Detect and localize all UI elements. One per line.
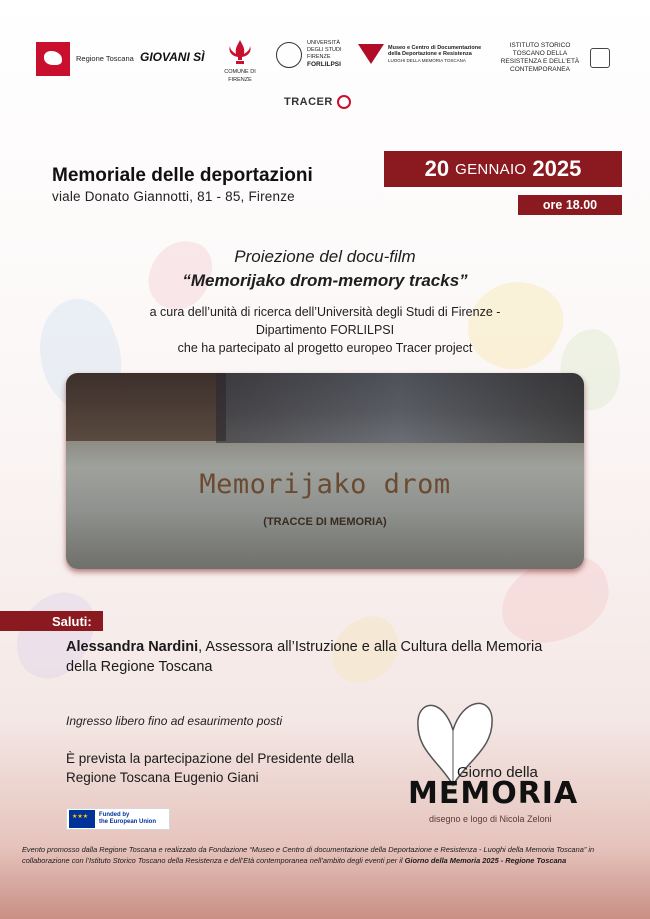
pegaso-icon	[36, 42, 70, 76]
saluti-role: , Assessora all’Istruzione e alla Cultura della Memoria della Regione Toscana	[66, 639, 543, 675]
istoreto-label: ISTITUTO STORICO TOSCANO DELLA RESISTENZA E DELL'ETÀ CONTEMPORANEA	[500, 42, 580, 73]
unifi-label: UNIVERSITÀ DEGLI STUDI FIRENZE	[307, 40, 342, 60]
giovanisi-label: GIOVANI SÌ	[140, 50, 205, 64]
venue-address: viale Donato Giannotti, 81 - 85, Firenze	[52, 189, 295, 204]
regione-toscana-label: Regione Toscana	[76, 54, 134, 63]
saluti-banner: Saluti:	[0, 611, 103, 631]
film-still-image	[66, 373, 584, 569]
memoria-label: MEMORIA	[408, 776, 579, 811]
comune-firenze-logo	[218, 38, 262, 84]
saluti-name: Alessandra Nardini	[66, 639, 199, 655]
time-badge: ore 18.00	[518, 195, 622, 215]
cura-line-2: Dipartimento FORLILPSI	[255, 323, 395, 337]
museo-sub-label: LUOGHI DELLA MEMORIA TOSCANA	[388, 57, 466, 63]
film-crowd	[216, 373, 584, 443]
projection-heading: Proiezione del docu-film	[234, 247, 416, 266]
eu-funding-badge	[66, 808, 170, 830]
regione-toscana-logo	[36, 42, 134, 76]
presidente-note: È prevista la partecipazione del Presidente della Regione Toscana Eugenio Giani	[66, 751, 355, 785]
istoreto-logo	[494, 42, 610, 74]
date-banner	[384, 151, 622, 187]
tracer-logo	[284, 95, 351, 109]
giglio-icon	[227, 38, 253, 68]
date-month: GENNAIO	[455, 160, 527, 178]
date-day: 20	[424, 156, 450, 181]
cura-line-1: a cura dell’unità di ricerca dell’Università degli Studi di Firenze -	[149, 305, 501, 319]
film-still-subtitle: (TRACCE DI MEMORIA)	[263, 516, 387, 528]
tracer-wheel-icon	[337, 95, 351, 109]
cura-line-3: che ha partecipato al progetto europeo Tracer project	[177, 341, 473, 355]
venue-title: Memoriale delle deportazioni	[52, 165, 313, 186]
giorno-della-label: Giorno della	[457, 764, 538, 781]
unifi-seal-icon	[276, 42, 302, 68]
tracer-label: TRACER	[284, 96, 333, 108]
film-building	[66, 373, 226, 441]
footer-part-1: Evento promosso dalla Regione Toscana e realizzato da Fondazione “Museo e Centro di documentazione della Deportazione e Resistenza - Luoghi della Memoria Toscana” in collaborazione con l’Istituto Storico Toscano della Resistenza e dell’Età contemporanea nell’ambito degli eventi per il	[22, 845, 595, 865]
date-year: 2025	[532, 156, 582, 181]
eu-line-2: the European Union	[99, 819, 156, 825]
ingresso-note: Ingresso libero fino ad esaurimento posti	[66, 714, 283, 728]
comune-label: COMUNE DI FIRENZE	[224, 69, 256, 83]
istoreto-icon	[590, 48, 610, 68]
film-title-heading: “Memorijako drom-memory tracks”	[182, 271, 468, 290]
film-still-title: Memorijako drom	[199, 469, 451, 500]
museo-logo	[358, 44, 488, 64]
eu-line-1: Funded by	[99, 812, 130, 818]
footer-part-2: Giorno della Memoria 2025 - Regione Toscana	[404, 856, 567, 865]
giovanisi-logo	[140, 50, 204, 64]
unifi-logo	[276, 40, 353, 69]
footer-credits	[22, 844, 632, 866]
museo-label: Museo e Centro di Documentazione della Deportazione e Resistenza	[388, 44, 482, 57]
logo-credit: disegno e logo di Nicola Zeloni	[429, 814, 552, 824]
eu-flag-icon	[69, 810, 95, 828]
unifi-dept-label: FORLILPSI	[307, 61, 341, 68]
triangle-icon	[358, 44, 384, 64]
saluti-text	[66, 637, 566, 677]
